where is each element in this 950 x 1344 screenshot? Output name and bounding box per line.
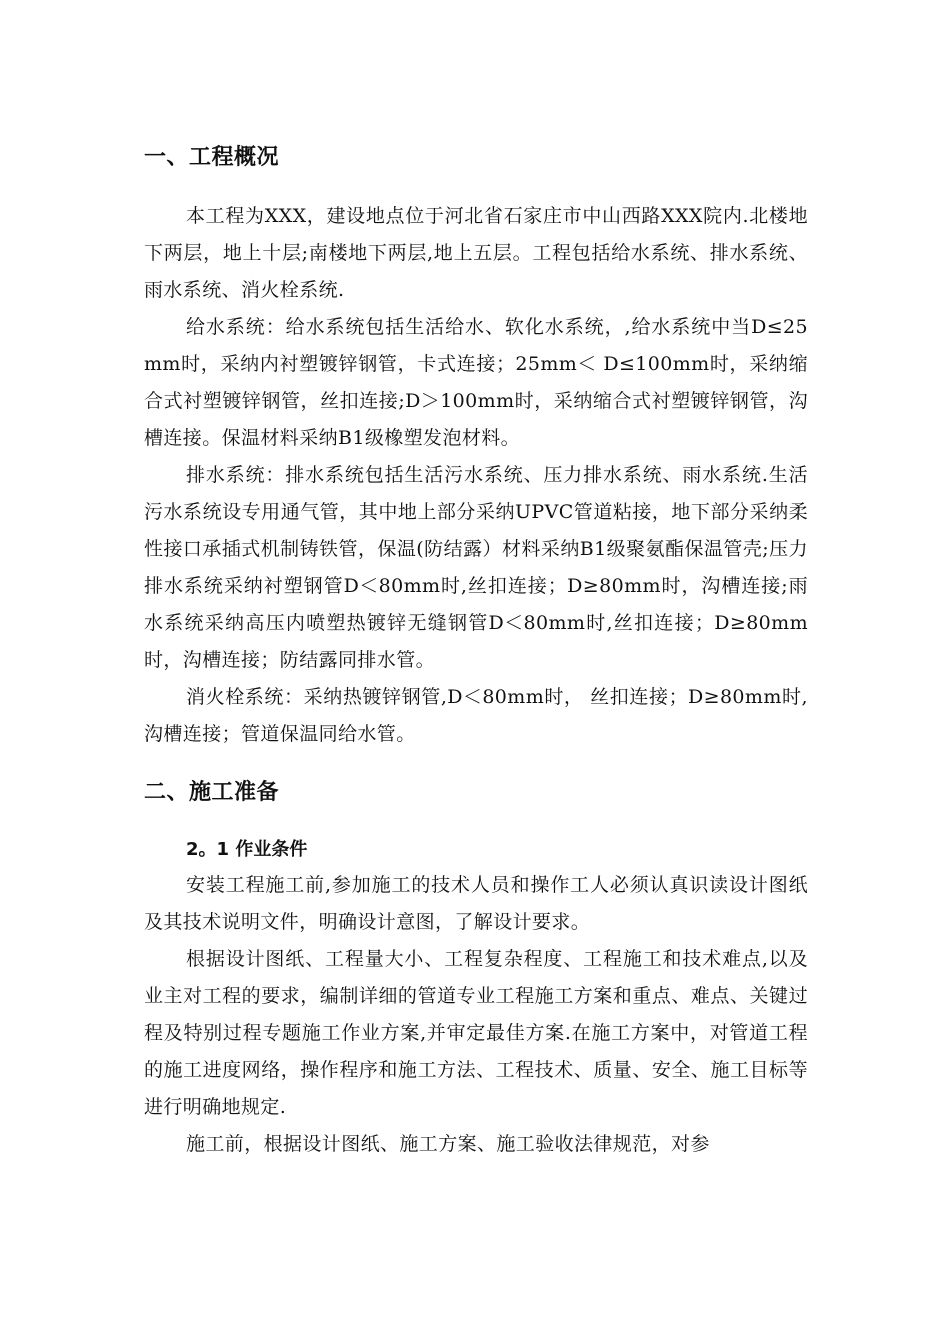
paragraph-water-supply: 给水系统：给水系统包括生活给水、软化水系统，,给水系统中当D≤25mm时，采纳内衬塑镀锌钢管，卡式连接；25mm＜ D≤100mm时，采纳缩合式衬塑镀锌钢管，丝扣连接;D＞100mm时，采纳缩合式衬塑镀锌钢管，沟槽连接。保温材料采纳B1级橡塑发泡材料。	[144, 316, 808, 449]
paragraph-project-intro: 本工程为XXX，建设地点位于河北省石家庄市中山西路XXX院内.北楼地下两层，地上十层;南楼地下两层,地上五层。工程包括给水系统、排水系统、雨水系统、消火栓系统.	[144, 205, 808, 301]
paragraph-before-construction: 施工前，根据设计图纸、施工方案、施工验收法律规范，对参	[186, 1133, 710, 1155]
section-heading-preparation: 二、施工准备	[144, 780, 280, 805]
subheading-work-conditions: 2。1 作业条件	[186, 839, 308, 860]
paragraph-read-drawings: 安装工程施工前,参加施工的技术人员和操作工人必须认真识读设计图纸及其技术说明文件，明确设计意图，了解设计要求。	[144, 874, 808, 933]
section-heading-overview: 一、工程概况	[144, 145, 280, 170]
paragraph-drainage: 排水系统：排水系统包括生活污水系统、压力排水系统、雨水系统.生活污水系统设专用通气管，其中地上部分采纳UPVC管道粘接，地下部分采纳柔性接口承插式机制铸铁管，保温(防结露）材料采纳B1级聚氨酯保温管壳;压力排水系统采纳衬塑钢管D＜80mm时,丝扣连接；D≥80mm时，沟槽连接;雨水系统采纳高压内喷塑热镀锌无缝钢管D＜80mm时,丝扣连接；D≥80mm时，沟槽连接；防结露同排水管。	[144, 464, 808, 671]
paragraph-fire-hydrant: 消火栓系统：采纳热镀锌钢管,D＜80mm时， 丝扣连接；D≥80mm时,沟槽连接；管道保温同给水管。	[144, 686, 808, 745]
document-page	[144, 140, 808, 1163]
paragraph-construction-plan: 根据设计图纸、工程量大小、工程复杂程度、工程施工和技术难点,以及业主对工程的要求，编制详细的管道专业工程施工方案和重点、难点、关键过程及特别过程专题施工作业方案,并审定最佳方案.在施工方案中，对管道工程的施工进度网络，操作程序和施工方法、工程技术、质量、安全、施工目标等进行明确地规定.	[144, 948, 808, 1118]
